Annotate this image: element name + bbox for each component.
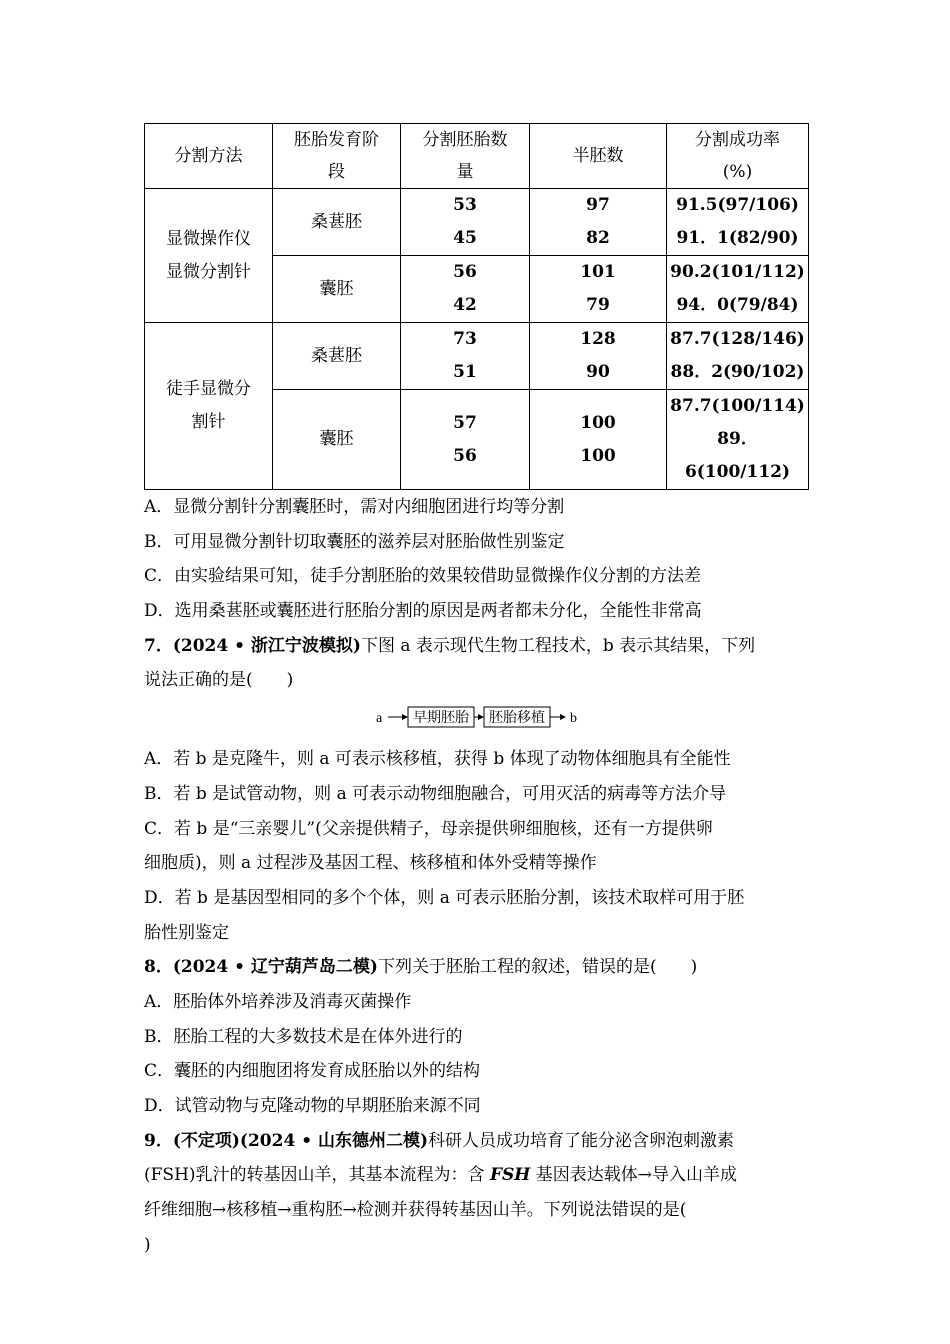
halves-cell: 100 100	[530, 390, 667, 490]
q9-stem-cont-1: (FSH)乳汁的转基因山羊，其基本流程为：含 FSH 基因表达载体→导入山羊成	[144, 1165, 738, 1186]
stage-cell: 桑葚胚	[273, 323, 401, 390]
q8-option-c: C．囊胚的内细胞团将发育成胚胎以外的结构	[144, 1061, 481, 1082]
method-cell: 显微操作仪 显微分割针	[145, 189, 273, 323]
flow-svg	[374, 702, 584, 732]
flow-box-embryo-transfer: 胚胎移植	[489, 710, 545, 727]
table-row	[145, 189, 809, 256]
q7-option-c-cont: 细胞质)，则 a 过程涉及基因工程、核移植和体外受精等操作	[144, 853, 597, 874]
rate-cell: 87.7(100/114) 89．6(100/112)	[667, 390, 809, 490]
header-method: 分割方法	[145, 124, 273, 189]
halves-cell: 97 82	[530, 189, 667, 256]
q7-option-d-cont: 胎性别鉴定	[144, 922, 229, 943]
table-header-row	[145, 124, 809, 189]
q7-option-c: C．若 b 是“三亲婴儿”(父亲提供精子，母亲提供卵细胞核，还有一方提供卵	[144, 818, 713, 839]
count-cell: 53 45	[401, 189, 530, 256]
stage-cell: 囊胚	[273, 390, 401, 490]
q8-stem: 8．(2024 • 辽宁葫芦岛二模)下列关于胚胎工程的叙述，错误的是( )	[144, 957, 698, 978]
table-row	[145, 323, 809, 390]
rate-cell: 90.2(101/112) 94．0(79/84)	[667, 256, 809, 323]
q8-option-d: D．试管动物与克隆动物的早期胚胎来源不同	[144, 1096, 481, 1116]
page-content	[144, 123, 808, 1262]
method-cell: 徒手显微分 割针	[145, 323, 273, 490]
header-rate: 分割成功率 (%)	[667, 124, 809, 189]
q9-stem-cont-2: 纤维细胞→核移植→重构胚→检测并获得转基因山羊。下列说法错误的是(	[144, 1200, 687, 1221]
q8-option-b: B．胚胎工程的大多数技术是在体外进行的	[144, 1026, 463, 1047]
q8-option-a: A．胚胎体外培养涉及消毒灭菌操作	[144, 991, 412, 1012]
stage-cell: 桑葚胚	[273, 189, 401, 256]
q7-option-a: A．若 b 是克隆牛，则 a 可表示核移植，获得 b 体现了动物体细胞具有全能性	[144, 749, 731, 770]
rate-cell: 91.5(97/106) 91．1(82/90)	[667, 189, 809, 256]
q7-flow-diagram	[144, 698, 808, 742]
q6-option-b: B．可用显微分割针切取囊胚的滋养层对胚胎做性别鉴定	[144, 531, 565, 552]
q7-stem-cont: 说法正确的是( )	[144, 670, 294, 691]
halves-cell: 128 90	[530, 323, 667, 390]
q9-stem-cont-3: )	[144, 1234, 151, 1255]
q6-option-d: D．选用桑葚胚或囊胚进行胚胎分割的原因是两者都未分化，全能性非常高	[144, 601, 702, 622]
halves-cell: 101 79	[530, 256, 667, 323]
q7-option-b: B．若 b 是试管动物，则 a 可表示动物细胞融合，可用灭活的病毒等方法介导	[144, 783, 727, 804]
header-stage: 胚胎发育阶 段	[273, 124, 401, 189]
q6-option-a: A．显微分割针分割囊胚时，需对内细胞团进行均等分割	[144, 497, 565, 517]
q7-stem: 7．(2024 • 浙江宁波模拟)下图 a 表示现代生物工程技术，b 表示其结果，下列	[144, 635, 756, 656]
embryo-splitting-table	[144, 123, 809, 490]
rate-cell: 87.7(128/146) 88．2(90/102)	[667, 323, 809, 390]
header-halves: 半胚数	[530, 124, 667, 189]
q9-stem: 9．(不定项)(2024 • 山东德州二模)科研人员成功培育了能分泌含卵泡刺激素	[144, 1130, 735, 1151]
stage-cell: 囊胚	[273, 256, 401, 323]
flow-b-label: b	[570, 711, 577, 727]
flow-box-early-embryo: 早期胚胎	[413, 710, 469, 727]
question-text	[144, 490, 808, 1262]
flow-a-label: a	[376, 711, 383, 727]
q6-option-c: C．由实验结果可知，徒手分割胚胎的效果较借助显微操作仪分割的方法差	[144, 566, 702, 587]
header-count: 分割胚胎数 量	[401, 124, 530, 189]
count-cell: 73 51	[401, 323, 530, 390]
count-cell: 57 56	[401, 390, 530, 490]
q7-option-d: D．若 b 是基因型相同的多个个体，则 a 可表示胚胎分割，该技术取样可用于胚	[144, 887, 745, 908]
count-cell: 56 42	[401, 256, 530, 323]
